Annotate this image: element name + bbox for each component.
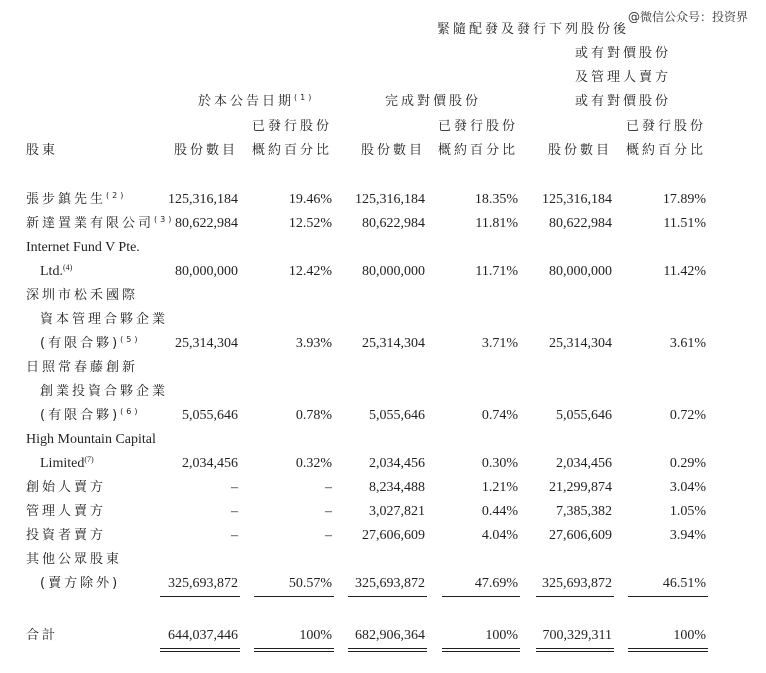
total-cell: 682,906,364 xyxy=(355,628,425,643)
shareholder-name: 張步鎮先生$^{(2)}$ xyxy=(26,191,127,207)
header-shares: 股份數目 xyxy=(173,143,238,158)
header-pct-line1: 已發行股份 xyxy=(625,119,706,134)
shares-cell: 125,316,184 xyxy=(542,192,612,207)
shares-cell: – xyxy=(231,504,238,519)
total-double-rule xyxy=(536,651,614,652)
subtotal-rule xyxy=(628,596,708,597)
percentage-cell: 0.74% xyxy=(481,408,518,423)
percentage-cell: 12.52% xyxy=(288,216,332,231)
shares-cell: 80,622,984 xyxy=(549,216,612,231)
total-cell: 100% xyxy=(485,628,518,643)
total-label: 合計 xyxy=(26,628,59,643)
percentage-cell: 3.93% xyxy=(295,336,332,351)
total-cell: 100% xyxy=(673,628,706,643)
watermark: @微信公众号：投资界 xyxy=(627,10,748,24)
total-double-rule xyxy=(160,648,240,649)
percentage-cell: – xyxy=(325,528,332,543)
shareholder-name: Ltd.$^{(4)}$ xyxy=(40,263,73,279)
shares-cell: 325,693,872 xyxy=(355,576,425,591)
percentage-cell: 11.81% xyxy=(475,216,518,231)
percentage-cell: 3.04% xyxy=(669,480,706,495)
percentage-cell: 1.21% xyxy=(481,480,518,495)
shareholder-name: 其他公眾股東 xyxy=(26,552,123,567)
shareholder-name: (有限合夥)$^{(6)}$ xyxy=(40,407,141,423)
footnote-ref: (5) xyxy=(120,335,141,344)
total-double-rule xyxy=(348,648,427,649)
total-cell: 644,037,446 xyxy=(168,628,238,643)
shares-cell: 325,693,872 xyxy=(542,576,612,591)
shareholder-name: 資本管理合夥企業 xyxy=(40,312,169,327)
header-pct-line1: 已發行股份 xyxy=(437,119,518,134)
percentage-cell: 0.32% xyxy=(295,456,332,471)
shares-cell: 5,055,646 xyxy=(556,408,612,423)
shares-cell: 2,034,456 xyxy=(556,456,612,471)
percentage-cell: 11.71% xyxy=(475,264,518,279)
shares-cell: 325,693,872 xyxy=(168,576,238,591)
shareholder-name: (賣方除外) xyxy=(40,576,121,591)
percentage-cell: 11.42% xyxy=(663,264,706,279)
header-group3-line: 緊隨配發及發行下列股份後 xyxy=(437,22,630,37)
header-group3-line: 或有對價股份 xyxy=(575,94,672,109)
shares-cell: 8,234,488 xyxy=(369,480,425,495)
header-shares: 股份數目 xyxy=(360,143,425,158)
percentage-cell: 0.72% xyxy=(669,408,706,423)
total-double-rule xyxy=(442,648,520,649)
shares-cell: 80,622,984 xyxy=(362,216,425,231)
percentage-cell: 1.05% xyxy=(669,504,706,519)
header-shareholder: 股東 xyxy=(26,143,59,158)
shares-cell: 80,000,000 xyxy=(549,264,612,279)
total-double-rule xyxy=(254,648,334,649)
shares-cell: 5,055,646 xyxy=(182,408,238,423)
percentage-cell: 3.61% xyxy=(669,336,706,351)
percentage-cell: 17.89% xyxy=(662,192,706,207)
shareholder-name: High Mountain Capital xyxy=(26,432,156,447)
shares-cell: 80,622,984 xyxy=(175,216,238,231)
shares-cell: 2,034,456 xyxy=(369,456,425,471)
percentage-cell: 47.69% xyxy=(474,576,518,591)
shares-cell: 125,316,184 xyxy=(168,192,238,207)
shareholder-name: 深圳市松禾國際 xyxy=(26,288,139,303)
shares-cell: 25,314,304 xyxy=(175,336,238,351)
shareholder-name: 管理人賣方 xyxy=(26,504,107,519)
header-group2: 完成對價股份 xyxy=(385,94,482,109)
shareholder-name: (有限合夥)$^{(5)}$ xyxy=(40,335,141,351)
total-double-rule xyxy=(442,651,520,652)
percentage-cell: 12.42% xyxy=(288,264,332,279)
percentage-cell: 19.46% xyxy=(288,192,332,207)
percentage-cell: – xyxy=(325,480,332,495)
subtotal-rule xyxy=(254,596,334,597)
shareholder-name: Limited$^{(7)}$ xyxy=(40,455,94,471)
subtotal-rule xyxy=(348,596,427,597)
total-double-rule xyxy=(160,651,240,652)
percentage-cell: 3.94% xyxy=(669,528,706,543)
total-double-rule xyxy=(254,651,334,652)
shareholder-name: 創業投資合夥企業 xyxy=(40,384,169,399)
shares-cell: – xyxy=(231,528,238,543)
shares-cell: 125,316,184 xyxy=(355,192,425,207)
shareholder-name: 日照常春藤創新 xyxy=(26,360,139,375)
total-double-rule xyxy=(348,651,427,652)
shareholder-name: Internet Fund V Pte. xyxy=(26,240,140,255)
percentage-cell: 0.44% xyxy=(481,504,518,519)
footnote-ref: (6) xyxy=(120,407,141,416)
percentage-cell: 0.30% xyxy=(481,456,518,471)
total-cell: 700,329,311 xyxy=(542,628,612,643)
shares-cell: 21,299,874 xyxy=(549,480,612,495)
header-pct-line1: 已發行股份 xyxy=(251,119,332,134)
shares-cell: – xyxy=(231,480,238,495)
footnote-ref: (4) xyxy=(62,263,73,272)
footnote-ref: (3) xyxy=(154,215,175,224)
percentage-cell: 4.04% xyxy=(481,528,518,543)
footnote-ref: (1) xyxy=(294,93,315,102)
header-group1: 於本公告日期$^{(1)}$ xyxy=(198,93,315,109)
total-double-rule xyxy=(536,648,614,649)
shares-cell: 25,314,304 xyxy=(362,336,425,351)
shares-cell: 27,606,609 xyxy=(549,528,612,543)
footnote-ref: (7) xyxy=(84,455,94,464)
percentage-cell: 11.51% xyxy=(663,216,706,231)
percentage-cell: 0.78% xyxy=(295,408,332,423)
shares-cell: 5,055,646 xyxy=(369,408,425,423)
shares-cell: 27,606,609 xyxy=(362,528,425,543)
shares-cell: 2,034,456 xyxy=(182,456,238,471)
header-pct-line2: 概約百分比 xyxy=(625,143,706,158)
shareholder-name: 新達置業有限公司$^{(3)}$ xyxy=(26,215,175,231)
shareholder-name: 創始人賣方 xyxy=(26,480,107,495)
total-cell: 100% xyxy=(299,628,332,643)
percentage-cell: – xyxy=(325,504,332,519)
shares-cell: 7,385,382 xyxy=(556,504,612,519)
shares-cell: 80,000,000 xyxy=(175,264,238,279)
shares-cell: 25,314,304 xyxy=(549,336,612,351)
percentage-cell: 0.29% xyxy=(669,456,706,471)
header-shares: 股份數目 xyxy=(547,143,612,158)
header-group3-line: 及管理人賣方 xyxy=(575,70,672,85)
subtotal-rule xyxy=(442,596,520,597)
total-double-rule xyxy=(628,648,708,649)
header-pct-line2: 概約百分比 xyxy=(251,143,332,158)
header-pct-line2: 概約百分比 xyxy=(437,143,518,158)
shares-cell: 80,000,000 xyxy=(362,264,425,279)
shares-cell: 3,027,821 xyxy=(369,504,425,519)
percentage-cell: 3.71% xyxy=(481,336,518,351)
footnote-ref: (2) xyxy=(106,191,127,200)
total-double-rule xyxy=(628,651,708,652)
shareholder-name: 投資者賣方 xyxy=(26,528,107,543)
percentage-cell: 18.35% xyxy=(474,192,518,207)
percentage-cell: 46.51% xyxy=(662,576,706,591)
percentage-cell: 50.57% xyxy=(288,576,332,591)
subtotal-rule xyxy=(536,596,614,597)
header-group3-line: 或有對價股份 xyxy=(575,46,672,61)
subtotal-rule xyxy=(160,596,240,597)
